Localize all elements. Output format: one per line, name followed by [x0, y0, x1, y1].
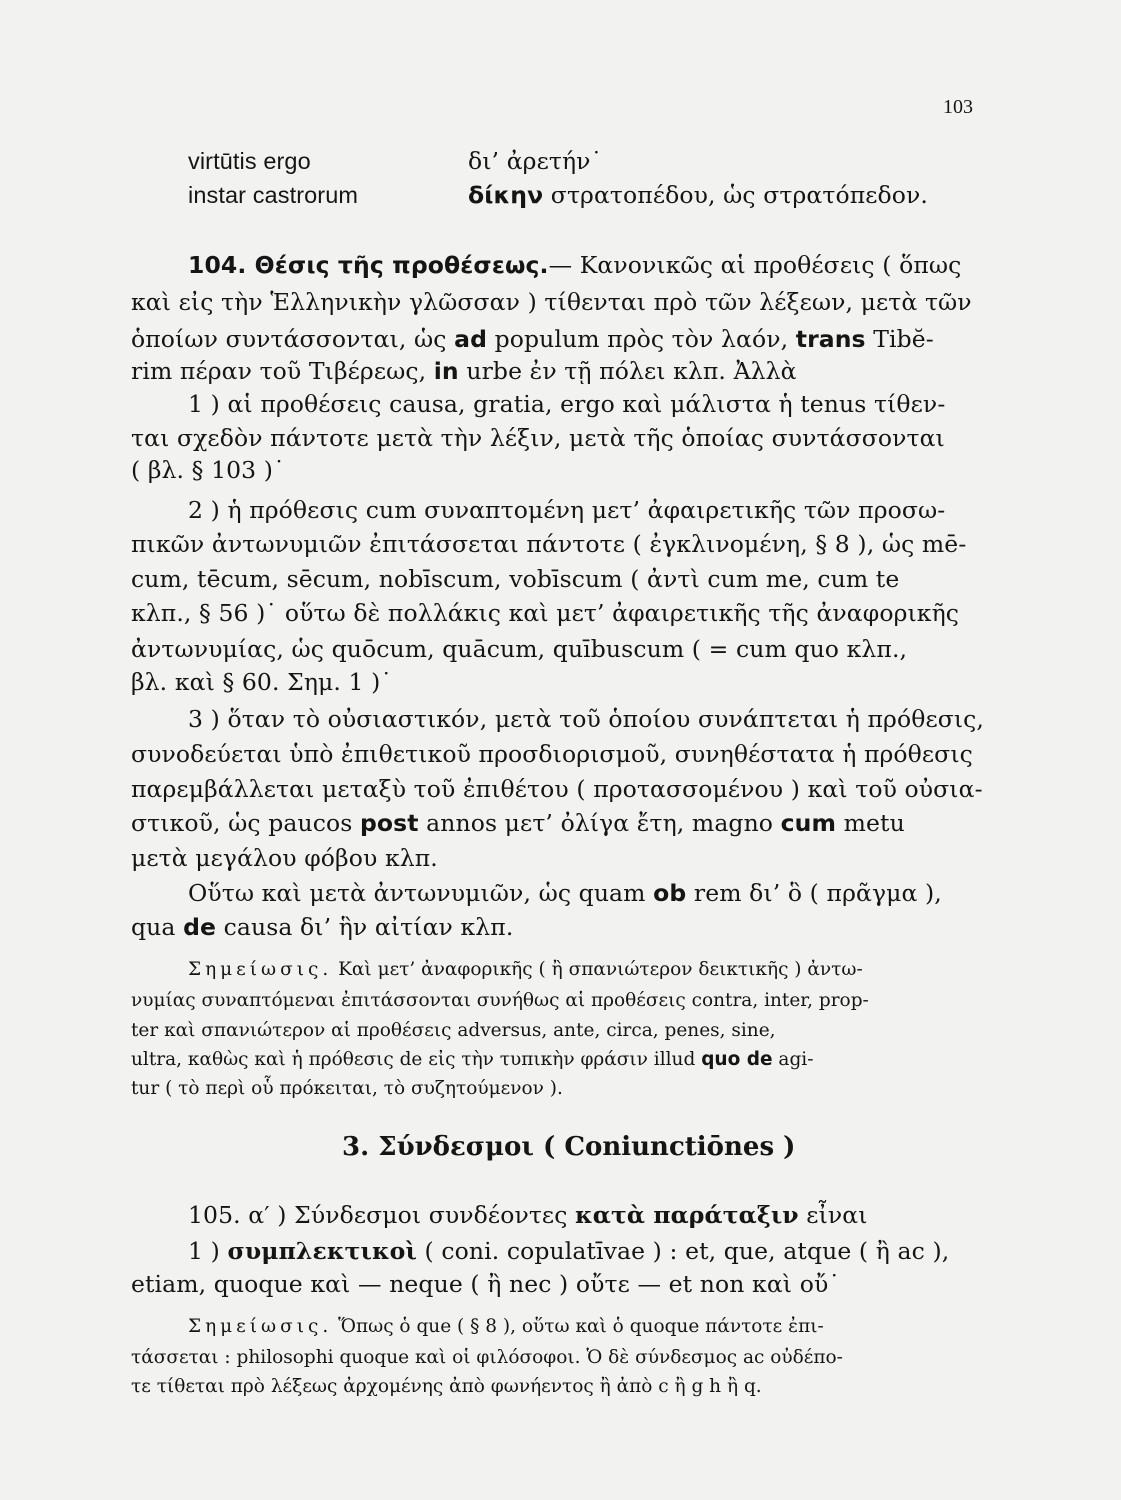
- bold-phrase: συμπλεκτικοὶ: [227, 1237, 417, 1265]
- text-span: Οὕτω καὶ μετὰ ἀντωνυμιῶν, ὡς quam: [188, 879, 654, 907]
- page-number: 103: [943, 96, 973, 118]
- text-span: ultra, καθὼς καὶ ἡ πρόθεσις de εἰς τὴν τυπικὴν φράσιν illud: [131, 1049, 702, 1070]
- text-span: populum πρὸς τὸν λαόν,: [487, 325, 789, 353]
- note-line: [131, 1048, 977, 1072]
- text-span: rim πέραν τοῦ Τιβέρεως,: [131, 357, 427, 385]
- text-span: στικοῦ, ὡς paucos: [131, 809, 360, 837]
- paragraph-line: βλ. καὶ § 60. Σημ. 1 )˙: [131, 668, 393, 696]
- bold-preposition: ad: [454, 325, 487, 353]
- paragraph-line: κλπ., § 56 )˙ οὕτω δὲ πολλάκις καὶ μετ’ ἀφαιρετικῆς τῆς ἀναφορικῆς: [131, 599, 960, 627]
- text-span: urbe ἐν τῇ πόλει κλπ. Ἀλλὰ: [458, 357, 797, 385]
- paragraph-line: [131, 912, 977, 942]
- text-span: Ὅπως ὁ que ( § 8 ), οὕτω καὶ ὁ quoque πάντοτε ἐπι-: [332, 1316, 824, 1337]
- list-item-3: 3 ) ὅταν τὸ οὐσιαστικόν, μετὰ τοῦ ὁποίου συνάπτεται ἡ πρόθεσις,: [188, 705, 985, 733]
- bold-preposition: post: [359, 809, 419, 837]
- bold-preposition: trans: [795, 325, 866, 353]
- paragraph-line: etiam, quoque καὶ — neque ( ἢ nec ) οὔτε — et non καὶ οὔ˙: [131, 1270, 841, 1298]
- bold-phrase: κατὰ παράταξιν: [575, 1201, 799, 1229]
- paragraph-line: [131, 356, 977, 386]
- vocab-latin: instar castrorum: [188, 182, 359, 208]
- list-item-1: 1 ) αἱ προθέσεις causa, gratia, ergo καὶ μάλιστα ἡ tenus τίθεν-: [188, 390, 946, 418]
- vocab-row: [188, 180, 978, 210]
- vocab-row: [188, 146, 978, 176]
- text-span: qua: [131, 913, 184, 941]
- note-line: [188, 958, 978, 982]
- paragraph-line: [188, 878, 978, 908]
- paragraph-line: ( βλ. § 103 )˙: [131, 456, 285, 484]
- paragraph-line: [188, 250, 978, 280]
- bold-preposition: ob: [653, 879, 687, 907]
- section-heading-104: 104. Θέσις τῆς προθέσεως.: [188, 251, 549, 279]
- note-line: ter καὶ σπανιώτερον αἱ προθέσεις adversus, ante, circa, penes, sine,: [131, 1020, 776, 1041]
- vocab-greek: [468, 180, 928, 210]
- paragraph-line: ται σχεδὸν πάντοτε μετὰ τὴν λέξιν, μετὰ τῆς ὁποίας συντάσσονται: [131, 424, 945, 452]
- note-label: Σημείωσις.: [188, 1316, 333, 1337]
- paragraph-line: ἀντωνυμίας, ὡς quōcum, quācum, quībuscum ( = cum quo κλπ.,: [131, 635, 908, 663]
- note-line: [188, 1315, 978, 1339]
- list-item-2: 2 ) ἡ πρόθεσις cum συναπτομένη μετ’ ἀφαιρετικῆς τῶν προσω-: [188, 496, 946, 524]
- text-span: causa δι’ ἣν αἰτίαν κλπ.: [216, 913, 514, 941]
- text-span: 1 ): [188, 1237, 228, 1265]
- text-span: agi-: [772, 1049, 814, 1070]
- note-line: τάσσεται : philosophi quoque καὶ οἱ φιλόσοφοι. Ὁ δὲ σύνδεσμος ac οὐδέπο-: [131, 1347, 843, 1368]
- paragraph-line: καὶ εἰς τὴν Ἑλληνικὴν γλῶσσαν ) τίθενται πρὸ τῶν λέξεων, μετὰ τῶν: [131, 288, 972, 316]
- text-span: Tibĕ-: [865, 325, 934, 353]
- note-line: τε τίθεται πρὸ λέξεως ἀρχομένης ἀπὸ φωνήεντος ἢ ἀπὸ c ἢ g h ἢ q.: [131, 1376, 762, 1397]
- vocab-greek-rest: στρατοπέδου, ὡς στρατόπεδον.: [543, 181, 928, 209]
- vocab-latin: virtūtis ergo: [188, 148, 311, 174]
- paragraph-line: πικῶν ἀντωνυμιῶν ἐπιτάσσεται πάντοτε ( ἐγκλινομένη, § 8 ), ὡς mē-: [131, 530, 967, 558]
- bold-preposition: de: [183, 913, 217, 941]
- list-item-1: [188, 1236, 978, 1266]
- note-line: νυμίας συναπτόμεναι ἐπιτάσσονται συνήθως αἱ προθέσεις contra, inter, prop-: [131, 990, 869, 1011]
- paragraph-line: συνοδεύεται ὑπὸ ἐπιθετικοῦ προσδιορισμοῦ, συνηθέστατα ἡ πρόθεσις: [131, 740, 973, 768]
- text-span: — Κανονικῶς αἱ προθέσεις ( ὅπως: [548, 251, 962, 279]
- text-span: Καὶ μετ’ ἀναφορικῆς ( ἢ σπανιώτερον δεικτικῆς ) ἀντω-: [332, 959, 863, 980]
- paragraph-line: παρεμβάλλεται μεταξὺ τοῦ ἐπιθέτου ( προτασσομένου ) καὶ τοῦ οὐσια-: [131, 775, 983, 803]
- vocab-greek: δι’ ἀρετήν˙: [468, 147, 603, 175]
- text-span: ( coni. copulatīvae ) : et, que, atque ( ἢ ac ),: [416, 1237, 950, 1265]
- paragraph-line: μετὰ μεγάλου φόβου κλπ.: [131, 844, 438, 872]
- text-span: 105. α′ ) Σύνδεσμοι συνδέοντες: [188, 1201, 576, 1229]
- text-span: εἶναι: [798, 1201, 868, 1229]
- note-line: tur ( τὸ περὶ οὗ πρόκειται, τὸ συζητούμενον ).: [131, 1078, 563, 1099]
- paragraph-line: [188, 1200, 978, 1230]
- paragraph-line: [131, 808, 977, 838]
- paragraph-line: cum, tēcum, sēcum, nobīscum, vobīscum ( ἀντὶ cum me, cum te: [131, 565, 900, 593]
- vocab-greek-bold: δίκην: [468, 181, 544, 209]
- chapter-heading: 3. Σύνδεσμοι ( Coniunctiōnes ): [342, 1132, 796, 1162]
- paragraph-line: [131, 324, 977, 354]
- bold-preposition: cum: [780, 809, 837, 837]
- text-span: rem δι’ ὃ ( πρᾶγμα ),: [686, 879, 942, 907]
- bold-preposition: in: [433, 357, 459, 385]
- text-span: annos μετ’ ὀλίγα ἔτη, magno: [418, 809, 781, 837]
- text-span: ὁποίων συντάσσονται, ὡς: [131, 325, 447, 353]
- bold-phrase: quo de: [701, 1049, 773, 1070]
- note-label: Σημείωσις.: [188, 959, 333, 980]
- text-span: metu: [836, 809, 905, 837]
